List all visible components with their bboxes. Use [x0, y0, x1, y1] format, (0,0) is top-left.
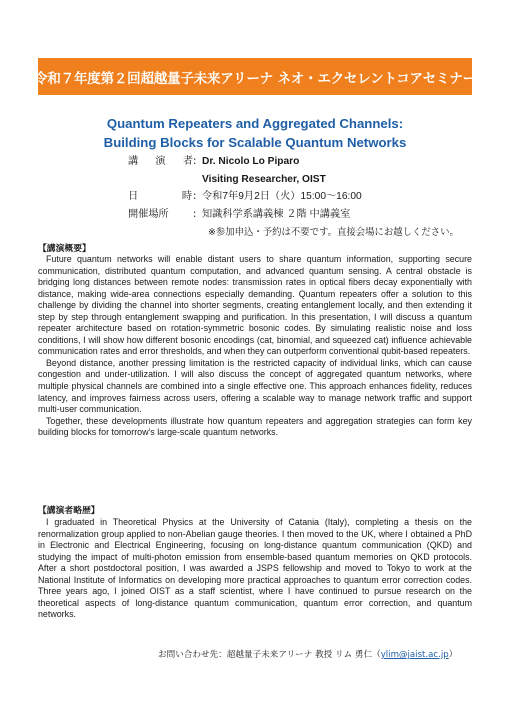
speaker-label-char: 講 [128, 156, 139, 167]
registration-note: ※参加申込・予約は不要です。直接会場にお越しください。 [208, 227, 459, 238]
venue-row [128, 206, 362, 224]
contact-text: お問い合わせ先：超越量子未来アリーナ 教授 リム 勇仁（ [158, 650, 381, 660]
bio-paragraph: I graduated in Theoretical Physics at the University of Catania (Italy), completing a thesis on the renormalization group applied to non-Abelian gauge theories. I then moved to the UK, where I obtained a PhD in Electronic and Electrical Engineering, focusing on long-distance quantum communication (QKD) and studying the impact of multi-photon emission from ensemble-based quantum memories on QKD protocols. After a short postdoctoral position, I was awarded a JSPS fellowship and moved to Tokyo to work at the National Institute of Informatics on developing more practical approaches to quantum error correction codes. Three years ago, I joined OIST as a staff scientist, where I have continued to pursue research on the theoretical aspects of long-distance quantum communication, quantum error correction, and quantum networks. [38, 517, 472, 620]
abstract-heading: 【講演概要】 [38, 244, 91, 254]
abstract-paragraph: Future quantum networks will enable distant users to share quantum information, supporting secure communication, distributed quantum computation, and advanced quantum sensing. A central obstacle is bridging long distances between remote nodes: transmission rates in optical fibers decay exponentially with distance, making wide-area connections especially demanding. Quantum repeaters offer a solution to this challenge by dividing the channel into shorter segments, creating entanglement locally, and then extending it step by step through entanglement swapping and purification. In this presentation, I will discuss a quantum repeater architecture based on rotation-symmetric bosonic codes. By simulating realistic noise and loss conditions, I will show how different bosonic encodings (cat, binomial, and squeezed cat) influence achievable communication rates and error thresholds, and when they can outperform conventional qubit-based repeaters. [38, 254, 472, 357]
event-date: 令和7年9月2日（火）15:00～16:00 [202, 191, 362, 202]
date-label-char: 時 [181, 191, 192, 202]
date-row [128, 188, 362, 206]
event-info [128, 153, 362, 223]
venue-label: 開催場所 [128, 208, 169, 220]
contact-email-link[interactable]: ylim@jaist.ac.jp [380, 650, 449, 660]
speaker-label-char: 者 [182, 156, 193, 167]
abstract-paragraph: Beyond distance, another pressing limitation is the restricted capacity of individual links, which can cause congestion and under-utilization. I will also discuss the concept of aggregated quantum networks, where multiple physical channels are combined into a single effective one. This approach enhances fidelity, reduces latency, and improves fairness across users, offering a scalable way to manage network traffic and support multi-user communication. [38, 357, 472, 415]
talk-title [38, 114, 472, 152]
affiliation-row [128, 171, 362, 189]
date-label-char: 日 [128, 191, 139, 202]
colon: : [193, 208, 197, 220]
contact-line [158, 648, 457, 660]
seminar-banner: 令和７年度第２回超越量子未来アリーナ ネオ・エクセレントコアセミナー [38, 58, 472, 95]
bio-body [38, 517, 472, 621]
abstract-body [38, 254, 472, 439]
colon: : [193, 156, 197, 167]
spacer [193, 171, 202, 189]
talk-title-line: Building Blocks for Scalable Quantum Networks [103, 135, 407, 150]
speaker-row [128, 153, 362, 171]
date-label [128, 188, 193, 206]
bio-heading: 【講演者略歴】 [38, 506, 100, 516]
contact-close: ） [448, 650, 458, 660]
speaker-label-char: 演 [155, 156, 166, 167]
abstract-paragraph: Together, these developments illustrate how quantum repeaters and aggregation strategies can form key building blocks for tomorrow’s large-scale quantum networks. [38, 415, 472, 438]
colon: : [193, 191, 197, 202]
speaker-affiliation: Visiting Researcher, OIST [202, 173, 326, 185]
speaker-name: Dr. Nicolo Lo Piparo [202, 156, 300, 167]
spacer [128, 171, 193, 189]
event-venue: 知識科学系講義棟 ２階 中講義室 [202, 208, 351, 220]
talk-title-line: Quantum Repeaters and Aggregated Channels: [106, 116, 404, 131]
speaker-label [128, 153, 193, 171]
